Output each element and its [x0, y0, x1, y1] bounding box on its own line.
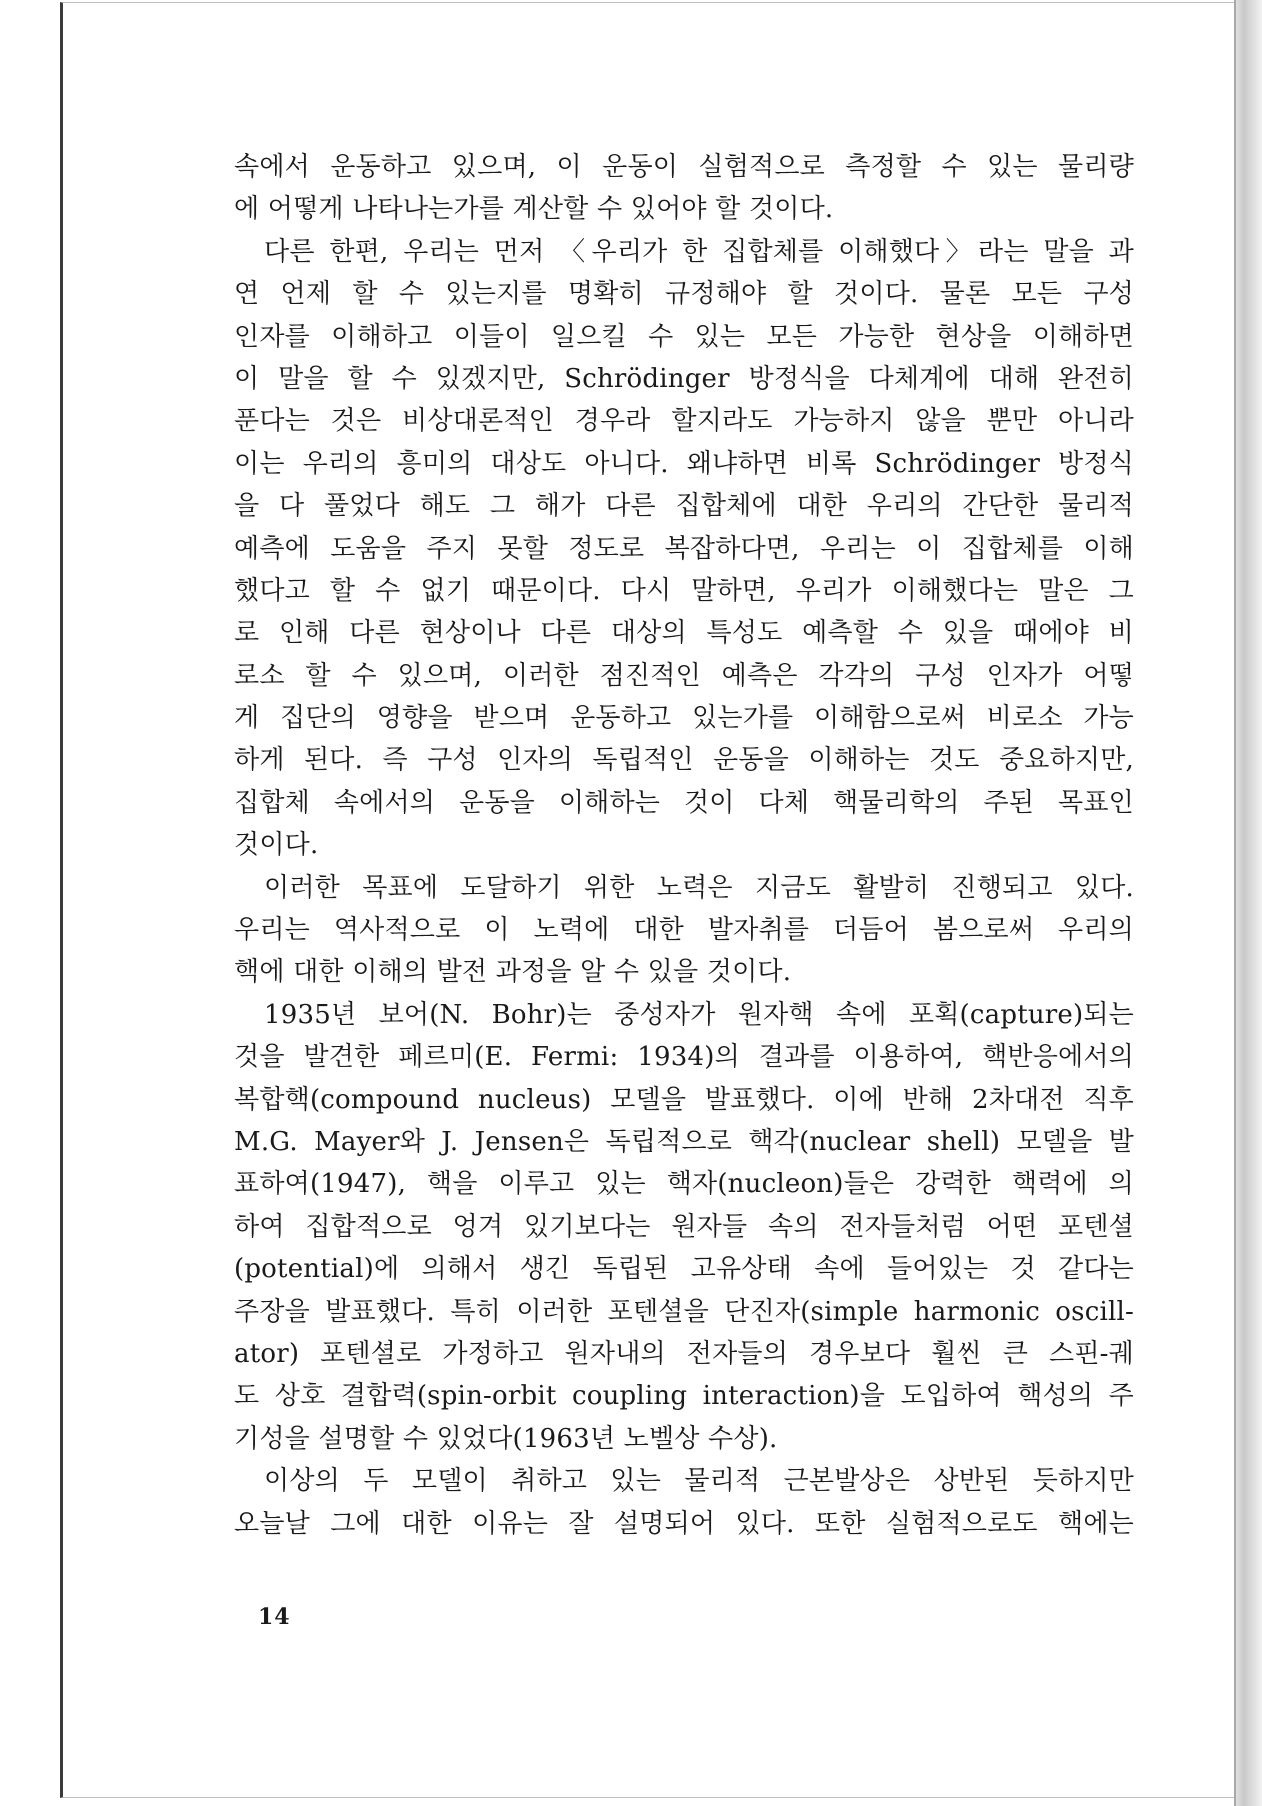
text-line: 도 상호 결합력(spin-orbit coupling interaction)을 도입하여 핵성의 주	[234, 1381, 1134, 1412]
text-line: 푼다는 것은 비상대론적인 경우라 할지라도 가능하지 않을 뿐만 아니라	[234, 406, 1134, 437]
text-line: 것이다.	[234, 830, 319, 861]
text-line: 인자를 이해하고 이들이 일으킬 수 있는 모든 가능한 현상을 이해하면	[234, 321, 1134, 352]
body-text	[234, 146, 1134, 1545]
text-line: 로소 할 수 있으며, 이러한 점진적인 예측은 각각의 구성 인자가 어떻	[234, 660, 1134, 691]
page-edge-line	[1234, 0, 1236, 1806]
text-line: 핵에 대한 이해의 발전 과정을 알 수 있을 것이다.	[234, 957, 792, 988]
text-line: 우리는 역사적으로 이 노력에 대한 발자취를 더듬어 봄으로써 우리의	[234, 915, 1134, 946]
text-line: ator) 포텐셜로 가정하고 원자내의 전자들의 경우보다 훨씬 큰 스핀-궤	[234, 1338, 1134, 1369]
text-line: 기성을 설명할 수 있었다(1963년 노벨상 수상).	[234, 1423, 778, 1454]
text-line: 오늘날 그에 대한 이유는 잘 설명되어 있다. 또한 실험적으로도 핵에는	[234, 1508, 1134, 1539]
text-line: 다른 한편, 우리는 먼저 〈우리가 한 집합체를 이해했다〉라는 말을 과	[264, 236, 1134, 267]
text-line: 예측에 도움을 주지 못할 정도로 복잡하다면, 우리는 이 집합체를 이해	[234, 533, 1134, 564]
page-edge-shadow	[1234, 0, 1262, 1806]
page-number: 14	[258, 1604, 291, 1630]
text-line: 이 말을 할 수 있겠지만, Schrödinger 방정식을 다체계에 대해 완전히	[234, 363, 1134, 394]
text-line: 하여 집합적으로 엉겨 있기보다는 원자들 속의 전자들처럼 어떤 포텐셜	[234, 1211, 1134, 1242]
text-line: 연 언제 할 수 있는지를 명확히 규정해야 할 것이다. 물론 모든 구성	[234, 279, 1134, 310]
text-line: 주장을 발표했다. 특히 이러한 포텐셜을 단진자(simple harmonic oscill-	[234, 1296, 1134, 1327]
text-line: 것을 발견한 페르미(E. Fermi: 1934)의 결과를 이용하여, 핵반응에서의	[234, 1042, 1134, 1073]
text-line: 이러한 목표에 도달하기 위한 노력은 지금도 활발히 진행되고 있다.	[264, 872, 1134, 903]
text-line: 속에서 운동하고 있으며, 이 운동이 실험적으로 측정할 수 있는 물리량	[234, 152, 1134, 182]
text-line: M.G. Mayer와 J. Jensen은 독립적으로 핵각(nuclear shell) 모델을 발	[234, 1126, 1134, 1157]
text-line: (potential)에 의해서 생긴 독립된 고유상태 속에 들어있는 것 같다는	[234, 1254, 1134, 1285]
text-line: 을 다 풀었다 해도 그 해가 다른 집합체에 대한 우리의 간단한 물리적	[234, 491, 1134, 522]
text-line: 이는 우리의 흥미의 대상도 아니다. 왜냐하면 비록 Schrödinger 방정식	[234, 448, 1134, 479]
text-line: 복합핵(compound nucleus) 모델을 발표했다. 이에 반해 2차대전 직후	[234, 1084, 1134, 1115]
text-line: 했다고 할 수 없기 때문이다. 다시 말하면, 우리가 이해했다는 말은 그	[234, 575, 1134, 606]
text-line: 1935년 보어(N. Bohr)는 중성자가 원자핵 속에 포획(capture)되는	[264, 999, 1134, 1030]
text-line: 표하여(1947), 핵을 이루고 있는 핵자(nucleon)들은 강력한 핵력에 의	[234, 1169, 1134, 1200]
text-line: 에 어떻게 나타나는가를 계산할 수 있어야 할 것이다.	[234, 194, 834, 225]
text-line: 로 인해 다른 현상이나 다른 대상의 특성도 예측할 수 있을 때에야 비	[234, 618, 1134, 649]
text-line: 집합체 속에서의 운동을 이해하는 것이 다체 핵물리학의 주된 목표인	[234, 787, 1134, 818]
text-line: 이상의 두 모델이 취하고 있는 물리적 근본발상은 상반된 듯하지만	[264, 1466, 1134, 1497]
text-line: 게 집단의 영향을 받으며 운동하고 있는가를 이해함으로써 비로소 가능	[234, 703, 1134, 734]
text-line: 하게 된다. 즉 구성 인자의 독립적인 운동을 이해하는 것도 중요하지만,	[234, 745, 1134, 776]
